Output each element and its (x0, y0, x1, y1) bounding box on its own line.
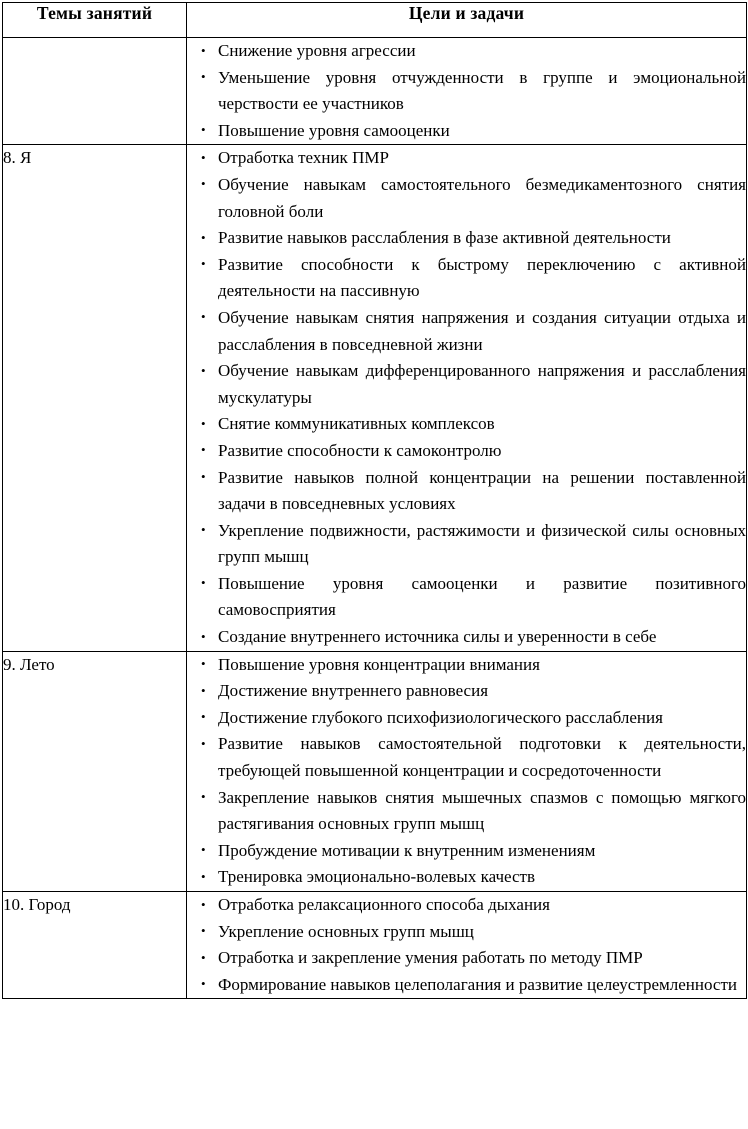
goal-list (187, 652, 746, 891)
table-body (3, 38, 747, 999)
goals-cell (187, 892, 747, 999)
goal-item-text: • Отработка релаксационного способа дыхания (218, 895, 550, 914)
goal-item-text: • Достижение внутреннего равновесия (218, 681, 489, 701)
goal-item (187, 919, 746, 946)
goal-list (187, 892, 746, 998)
column-header-topic: Темы занятий (3, 3, 187, 38)
goal-item-text: • Укрепление подвижности, растяжимости и физической силы основных групп мышц (218, 520, 746, 567)
goal-item-text: • Развитие способности к самоконтролю (218, 440, 502, 460)
table-row (3, 651, 747, 891)
goal-item-text: • Развитие навыков полной концентрации на решении поставленной задачи в повседневных условиях (218, 467, 746, 514)
goal-item (187, 38, 746, 65)
goal-item-text: • Уменьшение уровня отчужденности в группе и эмоциональной черствости ее участников (218, 67, 746, 114)
goal-item-text: • Развитие навыков самостоятельной подготовки к деятельности, требующей повышенной концентрации и сосредоточенности (218, 734, 746, 781)
goal-item (187, 705, 746, 732)
table-row (3, 892, 747, 999)
goal-item (187, 252, 746, 305)
goal-item-text: • Создание внутреннего источника силы и уверенности в себе (218, 627, 657, 647)
goal-item-text: • Обучение навыкам снятия напряжения и создания ситуации отдыха и расслабления в повседневной жизни (218, 307, 746, 354)
topic-cell: 10. Город (3, 892, 187, 999)
goal-item-text: • Тренировка эмоционально-волевых качеств (218, 867, 535, 887)
goal-item (187, 465, 746, 518)
goal-item (187, 972, 746, 999)
table-header (3, 3, 747, 38)
goal-item-text: • Укрепление основных групп мышц (218, 921, 474, 941)
topic-cell: 9. Лето (3, 651, 187, 891)
table-row (3, 145, 747, 651)
goal-item-text: • Повышение уровня самооценки и развитие позитивного самовосприятия (218, 573, 746, 620)
goal-item-text: • Развитие способности к быстрому переключению с активной деятельности на пассивную (218, 254, 746, 301)
goal-item (187, 65, 746, 118)
goal-item (187, 305, 746, 358)
goal-list (187, 38, 746, 144)
goal-item (187, 225, 746, 252)
table-header-row (3, 3, 747, 38)
goal-item-text: • Развитие навыков расслабления в фазе активной деятельности (218, 228, 671, 248)
goal-item-text: • Отработка и закрепление умения работать по методу ПМР (218, 948, 643, 968)
goal-item (187, 945, 746, 972)
goal-item-text: • Закрепление навыков снятия мышечных спазмов с помощью мягкого растягивания основных групп мышц (218, 787, 746, 834)
goal-item-text: • Отработка техник ПМР (218, 148, 389, 168)
goal-item (187, 652, 746, 679)
goal-item (187, 145, 746, 172)
goal-item-text: • Снижение уровня агрессии (218, 41, 416, 60)
goal-item (187, 358, 746, 411)
goals-cell (187, 145, 747, 651)
lesson-plan-table (2, 2, 747, 999)
goal-item (187, 785, 746, 838)
goals-cell (187, 38, 747, 145)
goal-item-text: • Пробуждение мотивации к внутренним изменениям (218, 840, 596, 860)
goal-item-text: • Снятие коммуникативных комплексов (218, 414, 495, 434)
goal-item-text: • Обучение навыкам дифференцированного напряжения и расслабления мускулатуры (218, 361, 746, 407)
goals-cell (187, 651, 747, 891)
goal-item (187, 518, 746, 571)
goal-item-text: • Обучение навыкам самостоятельного безмедикаментозного снятия головной боли (218, 174, 746, 221)
goal-item (187, 571, 746, 624)
goal-item (187, 731, 746, 784)
topic-cell (3, 38, 187, 145)
goal-item-text: • Формирование навыков целеполагания и развитие целеустремленности (218, 974, 737, 994)
goal-item (187, 892, 746, 919)
goal-item-text: • Повышение уровня концентрации внимания (218, 654, 540, 674)
table-row (3, 38, 747, 145)
column-header-goals: Цели и задачи (187, 3, 747, 38)
goal-item (187, 678, 746, 705)
goal-item-text: • Достижение глубокого психофизиологического расслабления (218, 707, 663, 727)
goal-item (187, 411, 746, 438)
goal-item (187, 624, 746, 651)
topic-cell: 8. Я (3, 145, 187, 651)
goal-item (187, 838, 746, 865)
goal-item (187, 172, 746, 225)
goal-item (187, 864, 746, 891)
goal-item (187, 438, 746, 465)
goal-item (187, 118, 746, 145)
goal-list (187, 145, 746, 650)
goal-item-text: • Повышение уровня самооценки (218, 120, 450, 140)
